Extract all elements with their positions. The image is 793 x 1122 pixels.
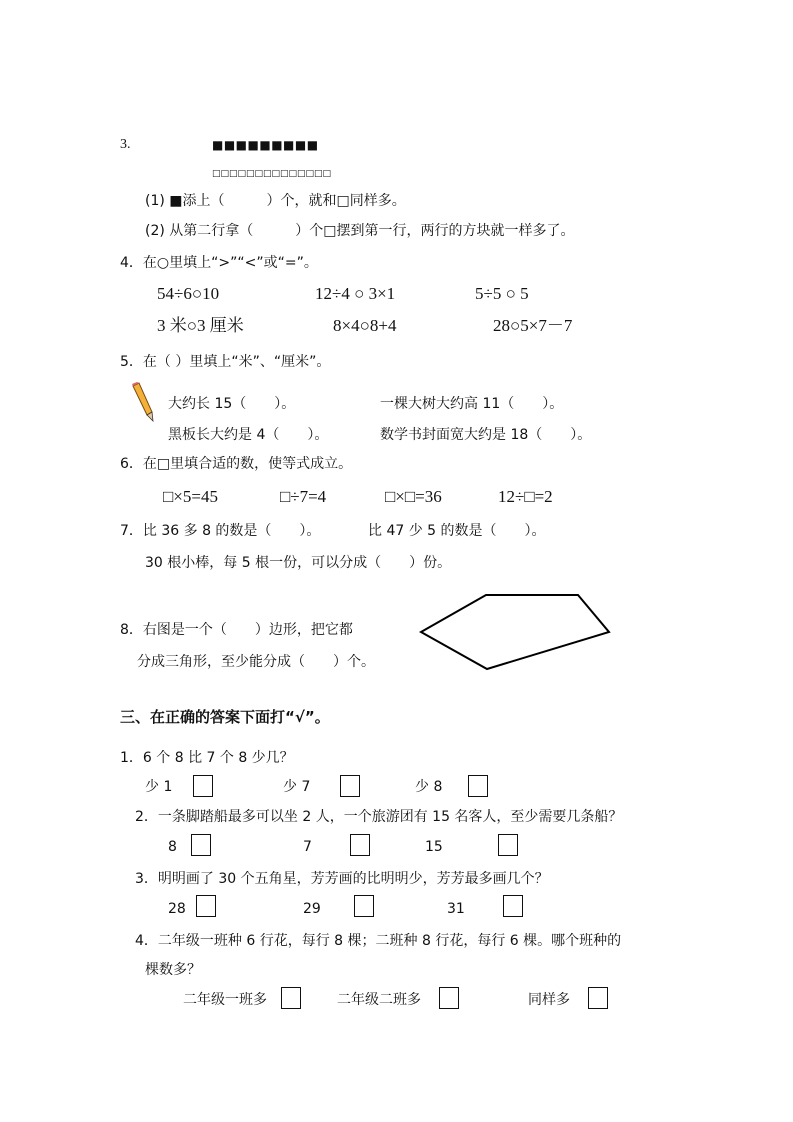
- s3-q4-cont: 棵数多？: [145, 962, 201, 978]
- option-label: 少 7: [283, 779, 311, 795]
- s3-q1: 1．6 个 8 比 7 个 8 少几？: [120, 750, 294, 766]
- q4-item: 12÷4 ○ 3×1: [315, 284, 396, 303]
- option-label: 7: [303, 839, 312, 855]
- s3-q2: 2．一条脚踏船最多可以坐 2 人，一个旅游团有 15 名客人，至少需要几条船？: [135, 809, 623, 825]
- option-label: 15: [425, 839, 443, 855]
- option-label: 少 8: [415, 779, 443, 795]
- q5-item: 一棵大树大约高 11（ ）。: [380, 396, 564, 412]
- answer-checkbox[interactable]: [498, 834, 518, 856]
- q4-item: 8×4○8+4: [333, 316, 397, 335]
- section3-title: 三、在正确的答案下面打“√”。: [120, 708, 330, 726]
- q6-item: □÷7=4: [280, 487, 327, 506]
- option-label: 8: [168, 839, 177, 855]
- q5-item: 大约长 15（ ）。: [168, 396, 296, 412]
- q6-item: □×5=45: [163, 487, 218, 506]
- answer-checkbox[interactable]: [340, 775, 360, 797]
- q7-b: 比 47 少 5 的数是（ ）。: [368, 523, 546, 539]
- q5-item: 黑板长大约是 4（ ）。: [168, 427, 329, 443]
- answer-checkbox[interactable]: [281, 987, 301, 1009]
- option-label: 28: [168, 901, 186, 917]
- answer-checkbox[interactable]: [503, 895, 523, 917]
- q8-a: 8．右图是一个（ ）边形，把它都: [120, 622, 353, 638]
- s3-q4: 4．二年级一班种 6 行花，每行 8 棵；二班种 8 行花，每行 6 棵。哪个班种的: [135, 933, 622, 949]
- answer-checkbox[interactable]: [193, 775, 213, 797]
- option-label: 同样多: [528, 992, 570, 1008]
- option-label: 二年级一班多: [183, 992, 267, 1008]
- q3-hollow-squares: □□□□□□□□□□□□□□: [212, 169, 332, 179]
- q6-title: 6．在□里填合适的数，使等式成立。: [120, 456, 353, 472]
- q3-part2: (2) 从第二行拿（ ）个□摆到第一行，两行的方块就一样多了。: [145, 223, 575, 239]
- q7-a: 7．比 36 多 8 的数是（ ）。: [120, 523, 321, 539]
- q6-item: □×□=36: [385, 487, 442, 506]
- option-label: 二年级二班多: [337, 992, 421, 1008]
- answer-checkbox[interactable]: [439, 987, 459, 1009]
- q4-item: 5÷5 ○ 5: [475, 284, 529, 303]
- q4-item: 54÷6○10: [157, 284, 220, 303]
- answer-checkbox[interactable]: [350, 834, 370, 856]
- q3-part1: (1) ■添上（ ）个，就和□同样多。: [145, 193, 406, 209]
- q7-c: 30 根小棒，每 5 根一份，可以分成（ ）份。: [145, 555, 452, 571]
- option-label: 31: [447, 901, 465, 917]
- q8-b: 分成三角形，至少能分成（ ）个。: [137, 654, 375, 670]
- q4-item: 28○5×7－7: [493, 316, 573, 335]
- answer-checkbox[interactable]: [468, 775, 488, 797]
- q4-title: 4．在○里填上“>”“<”或“=”。: [120, 255, 318, 271]
- s3-q3: 3．明明画了 30 个五角星，芳芳画的比明明少，芳芳最多画几个？: [135, 871, 549, 887]
- q3-number: 3.: [120, 137, 131, 152]
- answer-checkbox[interactable]: [196, 895, 216, 917]
- q3-filled-squares: ■■■■■■■■■: [212, 138, 319, 152]
- option-label: 29: [303, 901, 321, 917]
- q5-title: 5．在（ ）里填上“米”、“厘米”。: [120, 354, 331, 370]
- q6-item: 12÷□=2: [498, 487, 553, 506]
- option-label: 少 1: [145, 779, 173, 795]
- q4-item: 3 米○3 厘米: [157, 316, 244, 335]
- answer-checkbox[interactable]: [354, 895, 374, 917]
- answer-checkbox[interactable]: [191, 834, 211, 856]
- q5-item: 数学书封面宽大约是 18（ ）。: [380, 427, 592, 443]
- answer-checkbox[interactable]: [588, 987, 608, 1009]
